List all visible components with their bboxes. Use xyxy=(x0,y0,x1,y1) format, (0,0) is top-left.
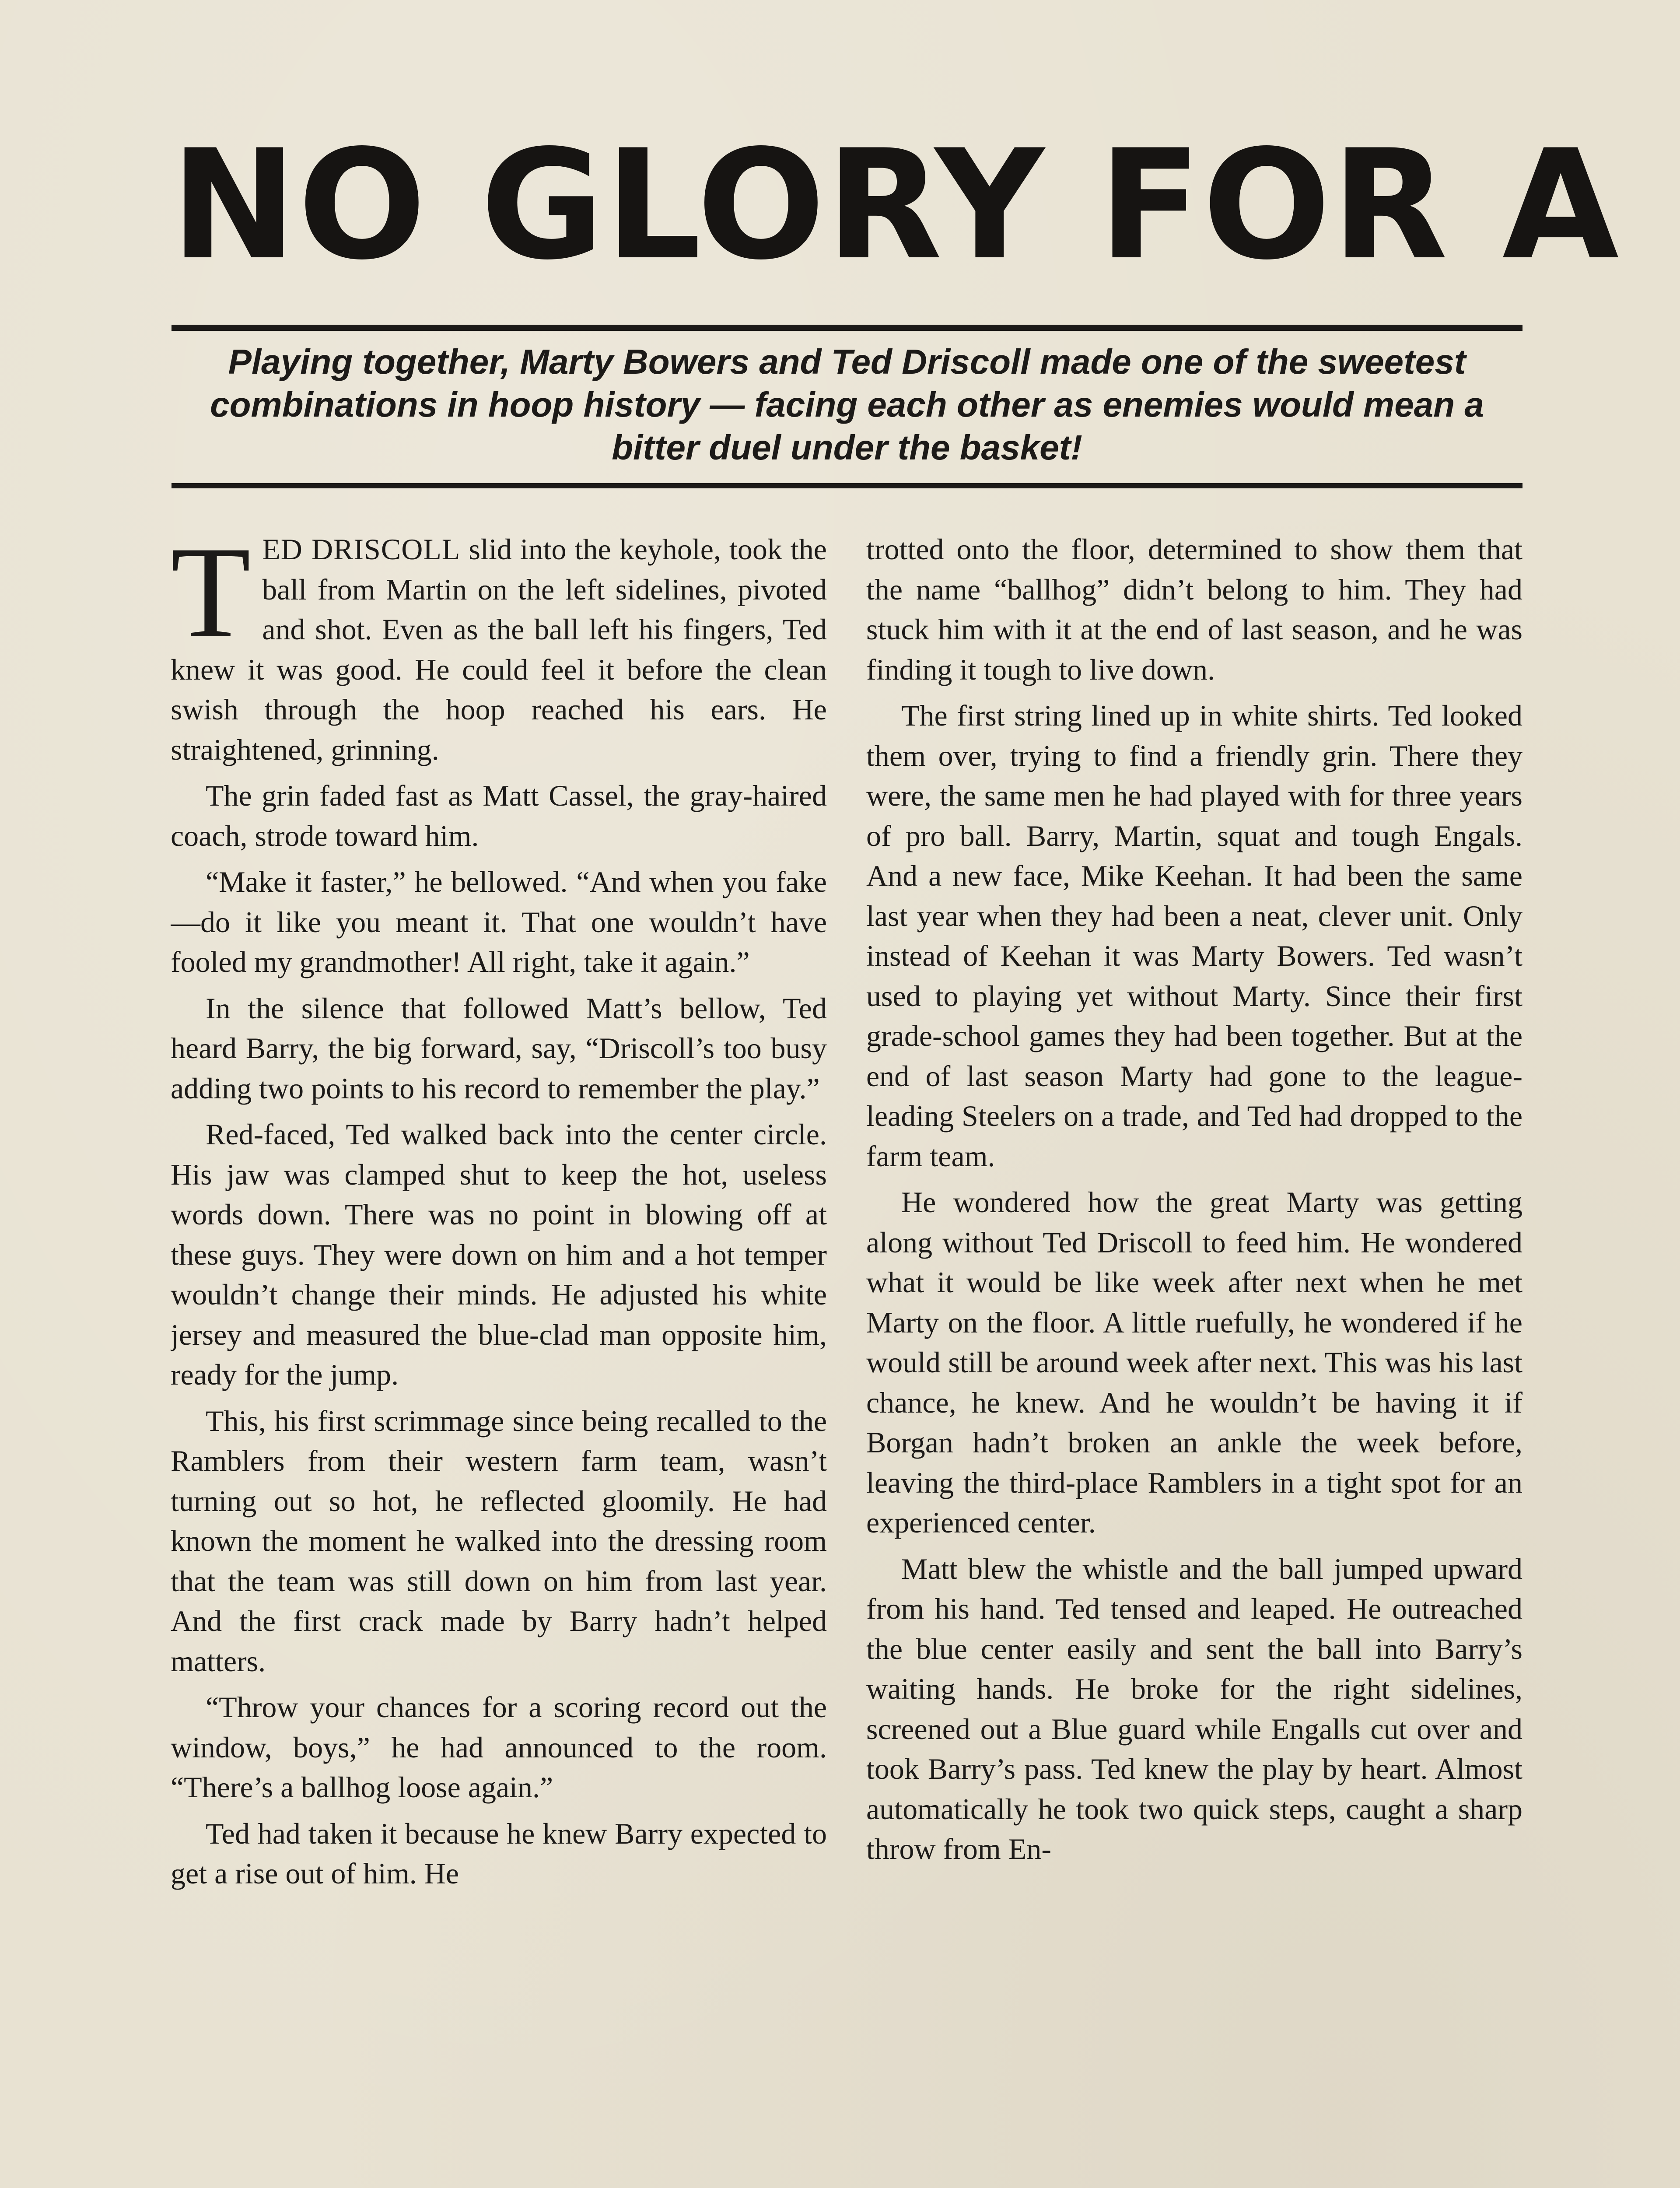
story-subtitle: Playing together, Marty Bowers and Ted Driscoll made one of the sweetest combinations in hoop history — facing each other as enemies would mean a bitter duel under the basket! xyxy=(210,342,1484,467)
paragraph: Ted had taken it because he knew Barry expected to get a rise out of him. He xyxy=(171,1816,827,1890)
paragraph: “Make it faster,” he bellowed. “And when you fake—do it like you meant it. That one wouldn’t have fooled my grandmother! All right, take it again.” xyxy=(171,865,827,978)
title-rule xyxy=(172,325,1522,331)
paragraph: In the silence that followed Matt’s bellow, Ted heard Barry, the big forward, say, “Driscoll’s too busy adding two points to his record to remember the play.” xyxy=(171,991,827,1105)
paragraph: The grin faded fast as Matt Cassel, the gray-haired coach, strode toward him. xyxy=(171,779,827,852)
lead-caps: ED DRISCOLL xyxy=(262,533,461,566)
text-column-right xyxy=(866,529,1522,2188)
paragraph-text: slid into the keyhole, took the ball from Martin on the left sidelines, pivoted and shot. Even as the ball left his fingers, Ted knew it was good. He could feel it before the clean swish through the hoop reached his ears. He straightened, grinning. xyxy=(171,533,827,766)
paragraph: Red-faced, Ted walked back into the center circle. His jaw was clamped shut to keep the hot, useless words down. There was no point in blowing off at these guys. They were down on him and a hot temper wouldn’t change their minds. He adjusted his white jersey and measured the blue-clad man opposite him, ready for the jump. xyxy=(171,1118,827,1391)
drop-cap: T xyxy=(171,529,251,665)
paragraph: He wondered how the great Marty was getting along without Ted Driscoll to feed him. He wondered what it would be like week after next when he met Marty on the floor. A little ruefully, he wondered if he would still be around week after next. This was his last chance, he knew. And he wouldn’t be having it if Borgan hadn’t broken an ankle the week before, leaving the third-place Ramblers in a tight spot for an experienced center. xyxy=(866,1185,1522,1539)
paragraph: trotted onto the floor, determined to show them that the name “ballhog” didn’t belong to him. They had stuck him with it at the end of last season, and he was finding it tough to live down. xyxy=(866,533,1522,686)
subtitle-rule xyxy=(172,483,1522,488)
text-column-left xyxy=(171,529,827,2188)
paragraph: This, his first scrimmage since being recalled to the Ramblers from their western farm team, wasn’t turning out so hot, he reflected gloomily. He had known the moment he walked into the dressing room that the team was still down on him from last year. And the first crack made by Barry hadn’t helped matters. xyxy=(171,1404,827,1678)
paragraph: The first string lined up in white shirts. Ted looked them over, trying to find a friendly grin. There they were, the same men he had played with for three years of pro ball. Barry, Martin, squat and tough Engals. And a new face, Mike Keehan. It had been the same last year when they had been a neat, clever unit. Only instead of Keehan it was Marty Bowers. Ted wasn’t used to playing yet without Marty. Since their first grade-school games they had been together. But at the end of last season Marty had gone to the league-leading Steelers on a trade, and Ted had dropped to the farm team. xyxy=(866,699,1522,1173)
paragraph: Matt blew the whistle and the ball jumped upward from his hand. Ted tensed and leaped. He outreached the blue center easily and sent the ball into Barry’s waiting hands. He broke for the right sidelines, screened out a Blue guard while Engalls cut over and took Barry’s pass. Ted knew the play by heart. Almost automatically he took two quick steps, caught a sharp throw from En- xyxy=(866,1552,1522,1865)
story-title: NO GLORY FOR A xyxy=(171,118,1620,293)
paragraph xyxy=(171,529,827,770)
paragraph: “Throw your chances for a scoring record out the window, boys,” he had announced to the room. “There’s a ballhog loose again.” xyxy=(171,1690,827,1804)
